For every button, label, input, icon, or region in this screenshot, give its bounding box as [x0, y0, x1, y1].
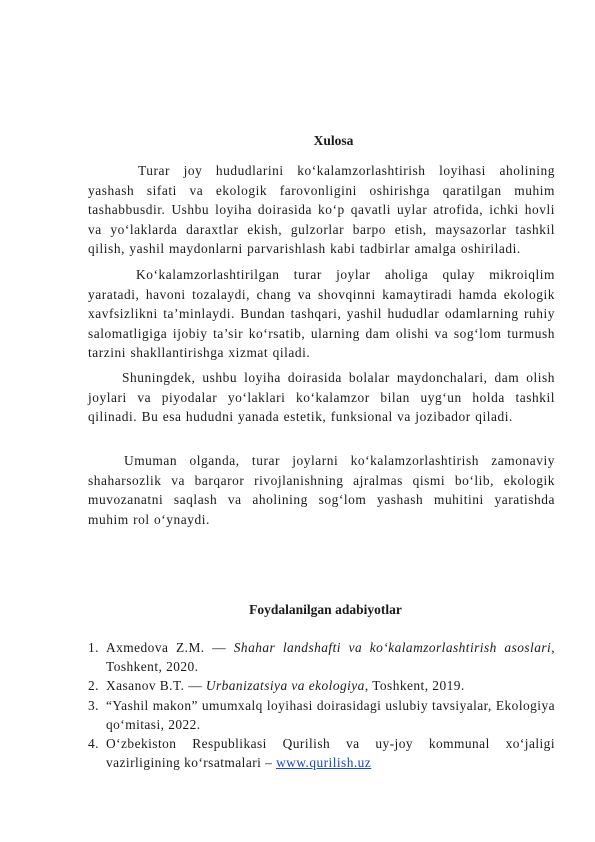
reference-author: Xasanov B.T. — — [106, 678, 206, 694]
reference-book-title: Shahar landshafti va ko‘kalamzorlashtirish asoslari — [233, 640, 552, 655]
conclusion-paragraph-1: Turar joy hududlarini ko‘kalamzorlashtirish loyihasi aholining yashash sifati va ekologik farovonligini oshirishga qaratilgan muhim tashabbusdir. Ushbu loyiha doirasida ko‘p qavatli uylar atrofida, ichki hovli va yo‘laklarda daraxtlar ekish, gulzorlar barpo etish, maysazorlar tashkil qilish, yashil maydonlarni parvarishlash kabi tadbirlar amalga oshiriladi. — [88, 163, 555, 257]
reference-number: 3. — [88, 697, 99, 713]
reference-publication: , Toshkent, 2020. — [106, 640, 556, 675]
references-list — [88, 638, 555, 772]
conclusion-heading: Xulosa — [313, 133, 354, 148]
reference-link[interactable]: www.qurilish.uz — [276, 755, 372, 771]
reference-book-title: Urbanizatsiya va ekologiya — [205, 678, 365, 694]
reference-item-2 — [88, 676, 555, 695]
conclusion-paragraph-3: Shuningdek, ushbu loyiha doirasida bolalar maydonchalari, dam olish joylari va piyodalar yo‘laklari ko‘kalamzor bilan uyg‘un holda tashkil qilinadi. Bu esa hududni yanada estetik, funksional va jozibador qiladi. — [88, 370, 555, 425]
reference-number: 2. — [88, 678, 99, 694]
reference-item-3 — [88, 696, 555, 734]
reference-author: Axmedova Z.M. — — [106, 640, 234, 655]
conclusion-paragraph-2: Ko‘kalamzorlashtirilgan turar joylar aholiga qulay mikroiqlim yaratadi, havoni tozalaydi, chang va shovqinni kamaytiradi hamda ekologik xavfsizlikni ta’minlaydi. Bundan tashqari, yashil hududlar odamlarning ruhiy salomatligiga ijobiy ta’sir ko‘rsatib, ularning dam olishi va sog‘lom turmush tarzini shakllantirishga xizmat qiladi. — [88, 267, 555, 361]
conclusion-paragraph-4: Umuman olganda, turar joylarni ko‘kalamzorlashtirish zamonaviy shaharsozlik va barqaror rivojlanishning ajralmas qismi bo‘lib, ekologik muvozanatni saqlash va aholining sog‘lom yashash muhitini yaratishda muhim rol o‘ynaydi. — [88, 453, 555, 527]
reference-item-4 — [88, 734, 555, 772]
reference-number: 1. — [88, 640, 99, 655]
reference-item-1 — [88, 638, 555, 676]
reference-text: O‘zbekiston Respublikasi Qurilish va uy-joy kommunal xo‘jaligi vazirligining ko‘rsatmalari – — [106, 736, 555, 771]
references-heading: Foydalanilgan adabiyotlar — [249, 602, 402, 617]
reference-number: 4. — [88, 736, 99, 752]
reference-publication: , Toshkent, 2019. — [364, 678, 465, 694]
reference-text: “Yashil makon” umumxalq loyihasi doirasidagi uslubiy tavsiyalar, Ekologiya qo‘mitasi, 2022. — [106, 697, 555, 732]
